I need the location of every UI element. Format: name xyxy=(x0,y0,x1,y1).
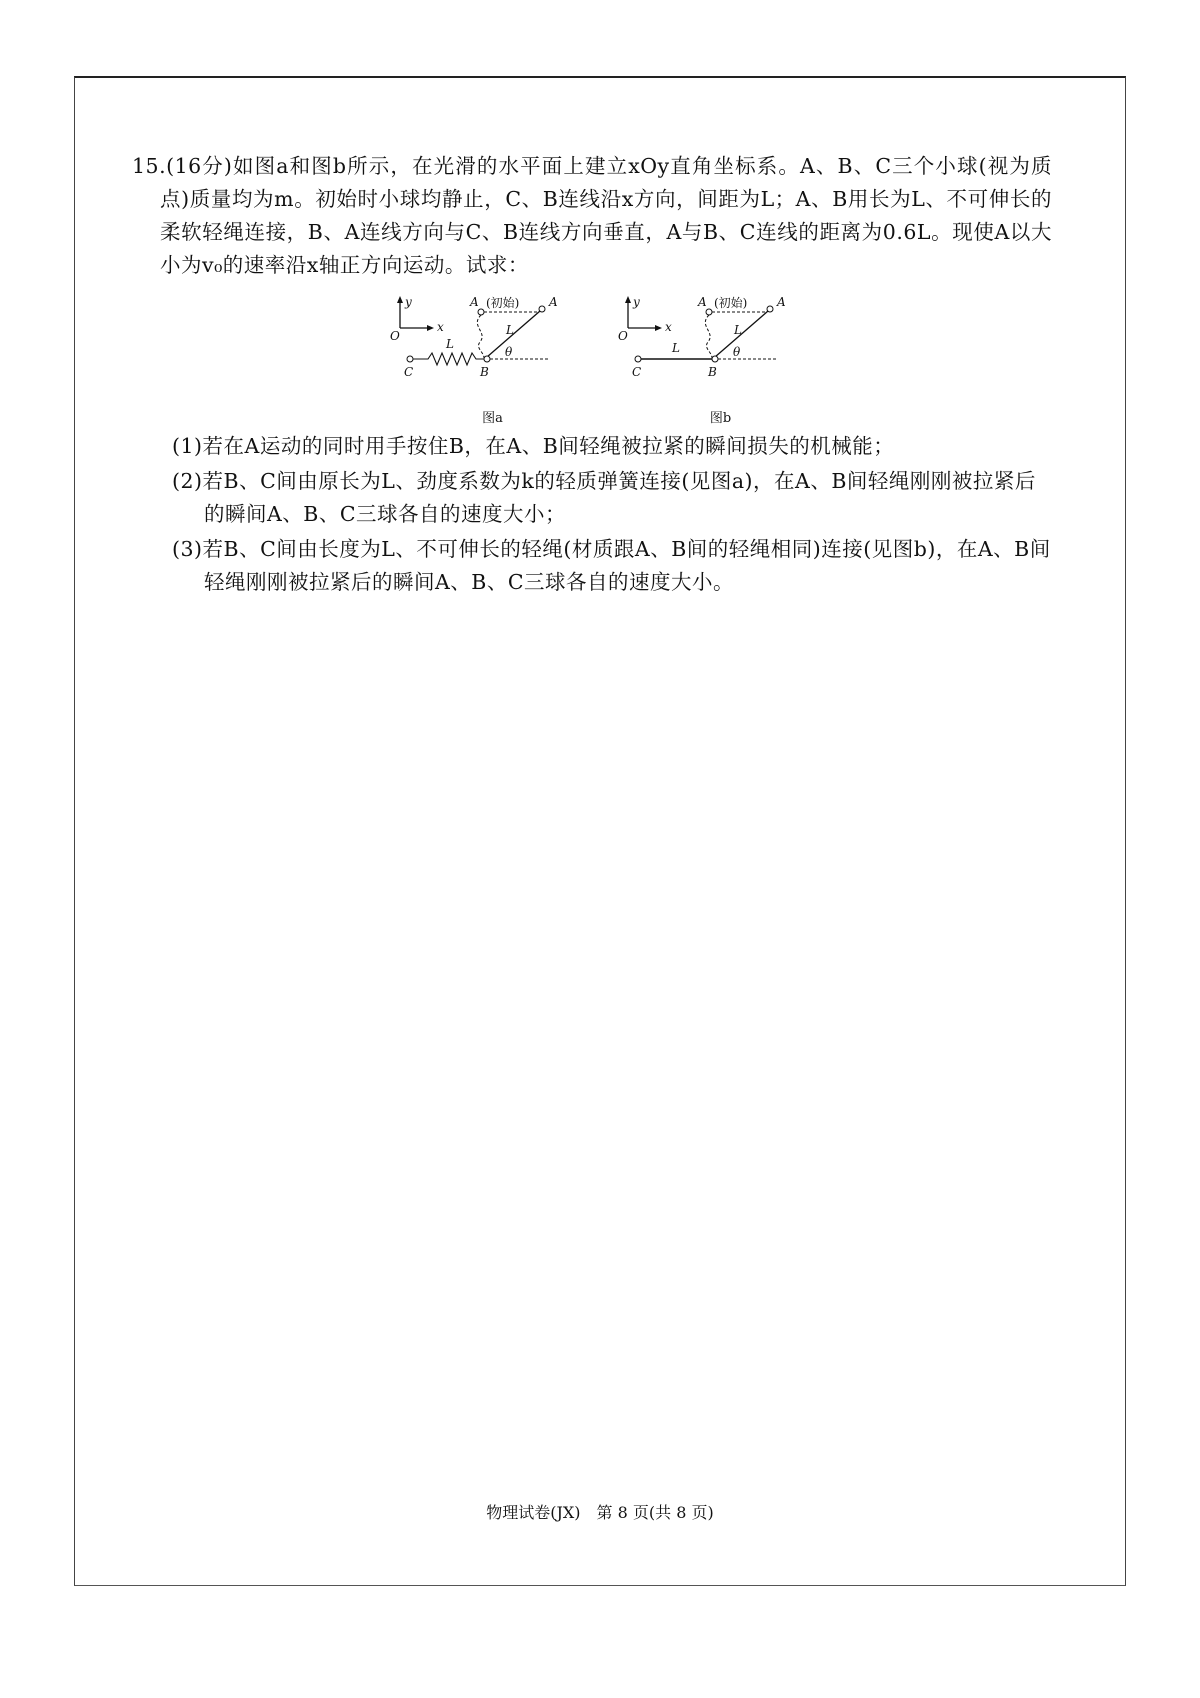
figure-a xyxy=(390,296,595,426)
origin-label: O xyxy=(618,329,628,343)
ball-c xyxy=(407,356,413,362)
y-axis-arrow xyxy=(625,296,631,303)
figure-a-caption: 图a xyxy=(482,411,503,426)
slack-rope xyxy=(477,315,484,358)
label-b: B xyxy=(480,365,489,379)
figures-row xyxy=(390,296,830,426)
label-a-final: A xyxy=(549,296,558,309)
figure-b xyxy=(618,296,823,426)
label-l-rope: L xyxy=(506,323,514,337)
question-stem: 15.(16分)如图a和图b所示，在光滑的水平面上建立xOy直角坐标系。A、B、C三个小球(视为质点)质量均为m。初始时小球均静止，C、B连线沿x方向，间距为L；A、B用长为L、不可伸长的柔软轻绳连接，B、A连线方向与C、B连线方向垂直，A与B、C连线的距离为0.6L。现使A以大小为v₀的速率沿x轴正方向运动。试求： xyxy=(132,154,1052,277)
spring-cb xyxy=(413,353,484,365)
sub-question-1: (1)若在A运动的同时用手按住B，在A、B间轻绳被拉紧的瞬间损失的机械能； xyxy=(172,434,895,458)
ball-b xyxy=(484,356,490,362)
y-axis-arrow xyxy=(397,296,403,303)
x-axis-label: x xyxy=(437,320,444,334)
sub-questions xyxy=(172,430,1052,601)
label-l-rope: L xyxy=(734,323,742,337)
label-initial: (初始) xyxy=(486,296,520,310)
ball-c xyxy=(635,356,641,362)
y-axis-label: y xyxy=(405,296,412,309)
label-a-initial: A xyxy=(698,296,707,309)
label-c: C xyxy=(404,365,414,379)
question-15 xyxy=(132,150,1052,282)
label-l-spring: L xyxy=(446,337,454,351)
ball-a-initial xyxy=(706,309,712,315)
x-axis-arrow xyxy=(427,325,434,331)
label-theta: θ xyxy=(505,345,513,359)
label-l-rope-cb: L xyxy=(672,341,680,355)
ball-a-initial xyxy=(478,309,484,315)
label-c: C xyxy=(632,365,642,379)
sub-question-2: (2)若B、C间由原长为L、劲度系数为k的轻质弹簧连接(见图a)，在A、B间轻绳刚刚被拉紧后的瞬间A、B、C三球各自的速度大小； xyxy=(172,469,1036,526)
x-axis-label: x xyxy=(665,320,672,334)
origin-label: O xyxy=(390,329,400,343)
ball-b xyxy=(712,356,718,362)
figure-a-diagram xyxy=(390,296,595,408)
label-a-final: A xyxy=(777,296,786,309)
slack-rope xyxy=(705,315,712,358)
y-axis-label: y xyxy=(633,296,640,309)
sub-question-3: (3)若B、C间由长度为L、不可伸长的轻绳(材质跟A、B间的轻绳相同)连接(见图b)，在A、B间轻绳刚刚被拉紧后的瞬间A、B、C三球各自的速度大小。 xyxy=(172,537,1051,594)
label-b: B xyxy=(708,365,717,379)
label-theta: θ xyxy=(733,345,741,359)
figure-b-diagram xyxy=(618,296,823,408)
page-footer: 物理试卷(JX) 第 8 页(共 8 页) xyxy=(486,1503,714,1522)
label-a-initial: A xyxy=(470,296,479,309)
x-axis-arrow xyxy=(655,325,662,331)
figure-b-caption: 图b xyxy=(709,411,732,426)
label-initial: (初始) xyxy=(714,296,748,310)
